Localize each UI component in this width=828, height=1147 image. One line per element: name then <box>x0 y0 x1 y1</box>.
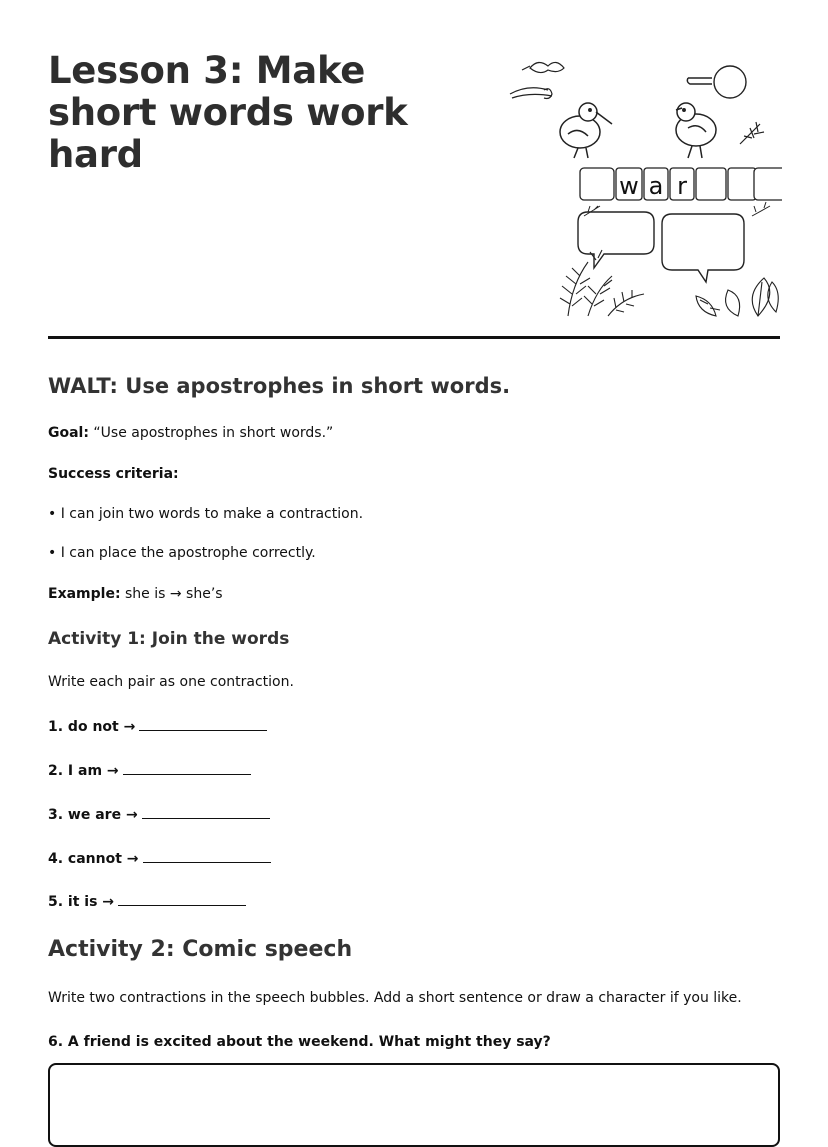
activity-2-question: 6. A friend is excited about the weekend. What might they say? <box>48 1034 551 1050</box>
example-label: Example: <box>48 586 121 602</box>
speech-bubble-right <box>662 214 744 282</box>
leaf-doodle-icon <box>510 62 564 98</box>
tile-letter-1: w <box>619 172 639 200</box>
activity-1-item-4 <box>48 850 271 867</box>
answer-line[interactable] <box>118 893 246 906</box>
activity-1-item-1 <box>48 718 267 735</box>
comic-illustration <box>508 54 782 324</box>
example-text: she is → she’s <box>125 586 223 602</box>
activity-2-instruction: Write two contractions in the speech bubbles. Add a short sentence or draw a character if you like. <box>48 990 742 1006</box>
lesson-title: Lesson 3: Make short words work hard <box>48 49 408 176</box>
item-prompt: 1. do not → <box>48 719 136 735</box>
success-criteria-label: Success criteria: <box>48 466 179 482</box>
fern-icon-left <box>560 250 644 316</box>
leaves-icon-right <box>696 278 778 316</box>
item-prompt: 2. I am → <box>48 763 119 779</box>
success-criterion-2: • I can place the apostrophe correctly. <box>48 545 316 561</box>
speech-bubble-left <box>578 212 654 268</box>
goal-line <box>48 425 333 441</box>
success-criterion-1: • I can join two words to make a contraction. <box>48 506 364 522</box>
answer-line[interactable] <box>123 762 251 775</box>
activity-1-heading: Activity 1: Join the words <box>48 629 290 649</box>
item-prompt: 3. we are → <box>48 807 138 823</box>
tile-letter-3: r <box>677 172 687 200</box>
leaf-icon <box>740 122 764 144</box>
item-prompt: 5. it is → <box>48 894 115 910</box>
answer-box[interactable] <box>48 1063 780 1147</box>
example-line <box>48 586 223 602</box>
answer-line[interactable] <box>142 806 270 819</box>
activity-2-heading: Activity 2: Comic speech <box>48 937 353 962</box>
item-prompt: 4. cannot → <box>48 851 139 867</box>
tile-letter-2: a <box>648 172 664 200</box>
sun-icon <box>687 66 746 98</box>
answer-line[interactable] <box>139 718 267 731</box>
worksheet-page <box>48 0 780 1118</box>
goal-label: Goal: <box>48 425 89 441</box>
bird-icon-left <box>560 103 612 158</box>
activity-1-item-2 <box>48 762 251 779</box>
goal-text: “Use apostrophes in short words.” <box>93 425 334 441</box>
activity-1-instruction: Write each pair as one contraction. <box>48 674 294 690</box>
bird-icon-right <box>676 103 716 158</box>
answer-line[interactable] <box>143 850 271 863</box>
activity-1-item-3 <box>48 806 270 823</box>
activity-1-item-5 <box>48 893 246 910</box>
walt-heading: WALT: Use apostrophes in short words. <box>48 374 511 398</box>
header-divider <box>48 336 780 339</box>
